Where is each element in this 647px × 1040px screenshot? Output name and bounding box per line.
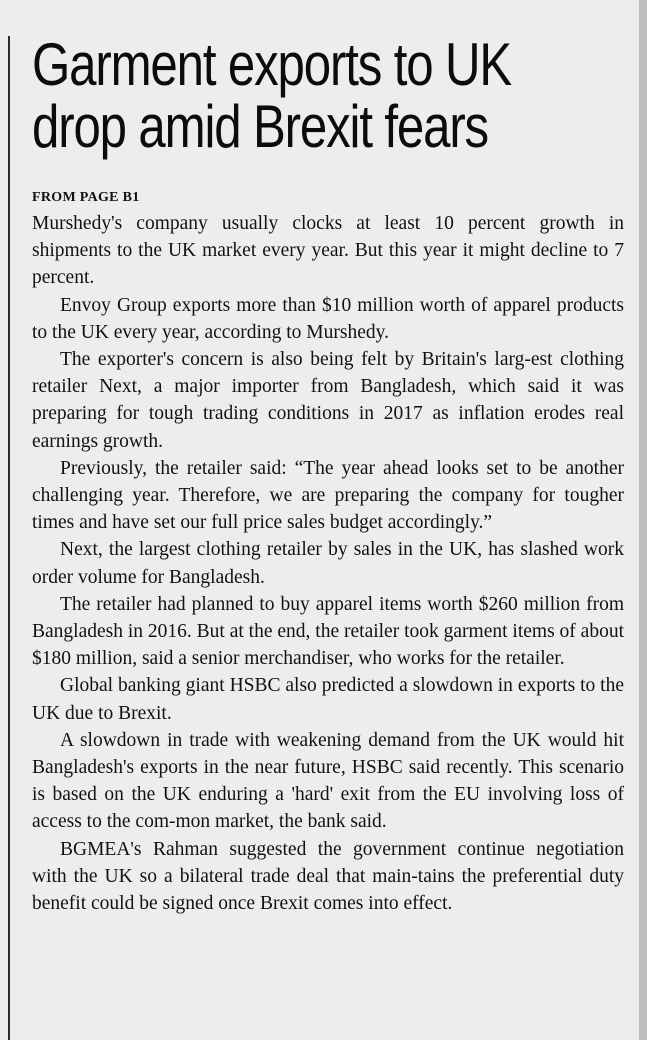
paragraph: Envoy Group exports more than $10 million worth of apparel products to the UK every year, according to Murshedy. — [32, 294, 624, 343]
article-body — [32, 210, 624, 917]
article — [32, 31, 624, 915]
column-rule-left — [8, 36, 10, 1040]
headline-line-2: drop amid Brexit fears — [32, 93, 489, 160]
paragraph: Murshedy's company usually clocks at least 10 percent growth in shipments to the UK market every year. But this year it might decline to 7 percent. — [32, 213, 624, 289]
paragraph: The exporter's concern is also being felt by Britain's larg-est clothing retailer Next, a major importer from Bangladesh, which said it was preparing for tough trading conditions in 2017 as inflation erodes real earnings growth. — [32, 349, 624, 452]
paragraph: The retailer had planned to buy apparel items worth $260 million from Bangladesh in 2016. But at the end, the retailer took garment items of about $180 million, said a senior merchandiser, who works for the retailer. — [32, 593, 624, 670]
headline-line-1: Garment exports to UK — [32, 31, 512, 98]
page-edge-right — [639, 0, 647, 1040]
headline — [32, 31, 622, 160]
paragraph: Global banking giant HSBC also predicted a slowdown in exports to the UK due to Brexit. — [32, 675, 624, 724]
paragraph: A slowdown in trade with weakening demand from the UK would hit Bangladesh's exports in the near future, HSBC said recently. This scenario is based on the UK enduring a 'hard' exit from the EU involving loss of access to the com-mon market, the bank said. — [32, 729, 624, 833]
continuation-label: FROM PAGE B1 — [32, 190, 140, 205]
paragraph: BGMEA's Rahman suggested the government continue negotiation with the UK so a bilateral trade deal that main-tains the preferential duty benefit could be signed once Brexit comes into effect. — [32, 838, 624, 915]
paragraph: Next, the largest clothing retailer by sales in the UK, has slashed work order volume for Bangladesh. — [32, 539, 624, 588]
paragraph: Previously, the retailer said: “The year ahead looks set to be another challenging year. Therefore, we are preparing the company for tougher times and have set our full price sales budget accordingly.” — [32, 457, 624, 534]
